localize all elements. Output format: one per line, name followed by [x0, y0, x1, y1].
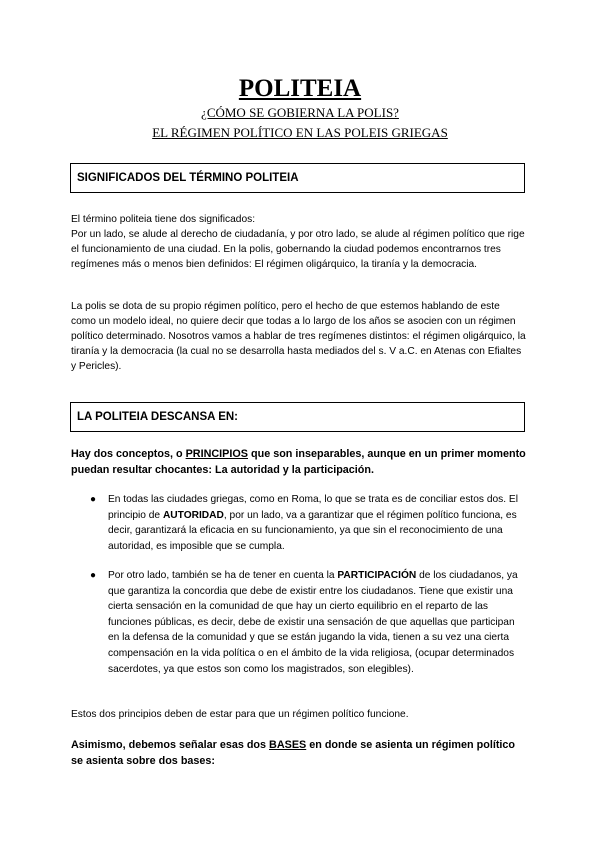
bases-intro-text-b: en donde se asienta un régimen político se asienta sobre dos bases: [71, 739, 516, 767]
principles-intro [71, 446, 527, 478]
bases-intro-text-a: Asimismo, debemos señalar esas dos [71, 739, 270, 751]
section-heading-meanings: SIGNIFICADOS DEL TÉRMINO POLITEIA [77, 172, 299, 184]
meanings-paragraph-1: El término politeia tiene dos significados: Por un lado, se alude al derecho de ciudadanía, y por otro lado, se alude al régimen político que rige el funcionamiento de una ciudad. En la polis, gobernando la ciudad podemos encontrarnos tres regímenes más o menos bien definidos: El régimen oligárquico, la tiranía y la democracia. [71, 214, 525, 270]
principles-keyword: PRINCIPIOS [185, 448, 248, 460]
section-heading-politeia: LA POLITEIA DESCANSA EN: [77, 411, 239, 423]
subtitle-regime: EL RÉGIMEN POLÍTICO EN LAS POLEIS GRIEGAS [152, 125, 448, 140]
principles-closing: Estos dos principios deben de estar para que un régimen político funcione. [71, 709, 409, 720]
section-heading-box-meanings [70, 163, 525, 193]
meanings-paragraph-2: La polis se dota de su propio régimen político, pero el hecho de que estemos hablando de este como un modelo ideal, no quiere decir que todas a lo largo de los años se asocien con un régimen político determinado. Nosotros vamos a hablar de tres regímenes distintos: el régimen oligárquico, la tiranía y la democracia (la cual no se desarrolla hasta mediados del s. V a.C. en Atenas con Efialtes y Pericles). [71, 301, 526, 372]
bullet-participation-text-a: Por otro lado, también se ha de tener en cuenta la [108, 570, 338, 581]
bullet-participation [108, 568, 528, 677]
section-heading-box-politeia [70, 402, 525, 432]
bullet-authority [108, 492, 528, 554]
bullet-dot-2: ● [90, 570, 97, 581]
bullet-dot-1: ● [90, 494, 97, 505]
principles-intro-text-a: Hay dos conceptos, o [71, 448, 186, 460]
bullet-authority-text-a: En todas las ciudades griegas, como en Roma, lo que se trata es de conciliar estos dos. El principio de [108, 494, 518, 521]
bullet-participation-text-b: de los ciudadanos, ya que garantiza la concordia que debe de existir entre los ciudadanos. Tiene que existir una cierta sensación en la comunidad de que hay un cierto equilibrio en el reparto de las funciones públicas, es decir, debe de existir una sensación de que aquellas que participan en la defensa de la comunidad y que se están jugando la vida, tienen a su vez una cierta compensación en la vida política o en el ámbito de la vida religiosa, (ocupar determinados sacerdotes, ya que estos son como los magistrados, son elegibles). [108, 570, 518, 675]
bases-keyword: BASES [269, 739, 307, 751]
principles-intro-text-b: que son inseparables, aunque en un primer momento puedan resultar chocantes: La autoridad y la participación. [71, 448, 526, 476]
page-title: POLITEIA [238, 75, 362, 102]
authority-keyword: AUTORIDAD [162, 509, 224, 521]
subtitle-question: ¿CÓMO SE GOBIERNA LA POLIS? [201, 105, 399, 120]
participation-keyword: PARTICIPACIÓN [337, 570, 417, 581]
bullet-authority-text-b: , por un lado, va a garantizar que el régimen político funciona, es decir, garantizará la eficacia en su funcionamiento, ya que sin el reconocimiento de una autoridad, es imposible que se cumpla. [108, 509, 517, 552]
bases-intro [71, 737, 527, 769]
